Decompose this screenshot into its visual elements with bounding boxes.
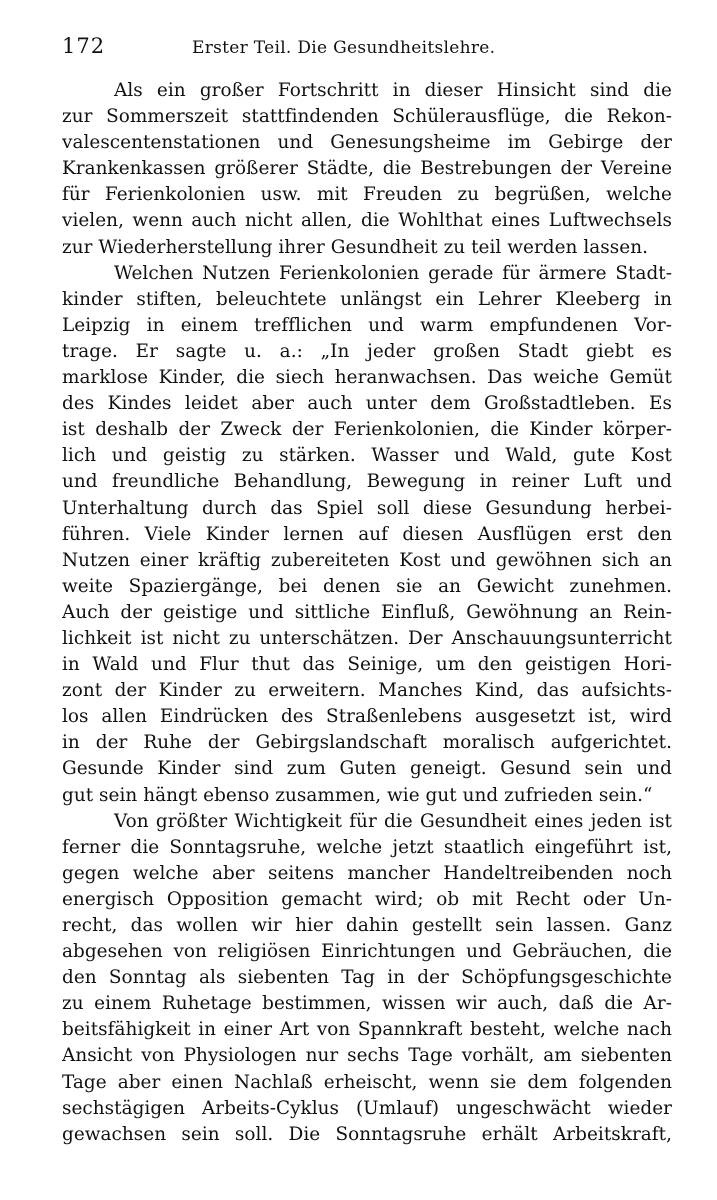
text-line: zont der Kinder zu erweitern. Manches Kind, das aufsichts- (62, 680, 672, 702)
text-line: ferner die Sonntagsruhe, welche jetzt staatlich eingeführt ist, (62, 836, 672, 858)
text-line: in der Ruhe der Gebirgslandschaft moralisch aufgerichtet. (62, 732, 672, 754)
text-line: energisch Opposition gemacht wird; ob mit Recht oder Un- (62, 888, 672, 910)
text-line: des Kindes leidet aber auch unter dem Großstadtleben. Es (62, 393, 672, 415)
text-line: lichkeit ist nicht zu unterschätzen. Der Anschauungsunterricht (62, 627, 672, 649)
text-line: beitsfähigkeit in einer Art von Spannkraft besteht, welche nach (62, 1019, 672, 1041)
text-line: Tage aber einen Nachlaß erheischt, wenn sie dem folgenden (62, 1071, 672, 1093)
text-line: in Wald und Flur thut das Seinige, um den geistigen Hori- (62, 654, 672, 676)
text-line: Welchen Nutzen Ferienkolonien gerade für ärmere Stadt- (114, 262, 672, 284)
text-line: gut sein hängt ebenso zusammen, wie gut und zufrieden sein.“ (62, 784, 653, 806)
text-line: zur Sommerszeit stattfindenden Schülerausflüge, die Rekon- (62, 106, 672, 128)
text-line: abgesehen von religiösen Einrichtungen und Gebräuchen, die (62, 941, 672, 963)
text-line: marklose Kinder, die siech heranwachsen. Das weiche Gemüt (62, 367, 672, 389)
text-line: Von größter Wichtigkeit für die Gesundheit eines jeden ist (114, 810, 672, 832)
text-line: Leipzig in einem trefflichen und warm empfundenen Vor- (62, 314, 672, 336)
text-line: Gesunde Kinder sind zum Guten geneigt. Gesund sein und (62, 758, 672, 780)
text-line: Auch der geistige und sittliche Einfluß, Gewöhnung an Rein- (62, 601, 672, 623)
text-line: lich und geistig zu stärken. Wasser und Wald, gute Kost (62, 445, 672, 467)
page-number: 172 (62, 34, 106, 58)
text-body (62, 78, 672, 1148)
text-line: gegen welche aber seitens mancher Handeltreibenden noch (62, 862, 672, 884)
text-line: kinder stiften, beleuchtete unlängst ein Lehrer Kleeberg in (62, 288, 672, 310)
text-line: Unterhaltung durch das Spiel soll diese Gesundung herbei- (62, 497, 672, 519)
text-line: weite Spaziergänge, bei denen sie an Gewicht zunehmen. (62, 575, 672, 597)
text-line: führen. Viele Kinder lernen auf diesen Ausflügen erst den (62, 523, 672, 545)
text-line: Ansicht von Physiologen nur sechs Tage vorhält, am siebenten (62, 1045, 672, 1067)
text-line: los allen Eindrücken des Straßenlebens ausgesetzt ist, wird (62, 706, 672, 728)
text-line: sechstägigen Arbeits-Cyklus (Umlauf) ungeschwächt wieder (62, 1097, 672, 1119)
text-line: vielen, wenn auch nicht allen, die Wohlthat eines Luftwechsels (62, 210, 672, 232)
running-title: Erster Teil. Die Gesundheitslehre. (192, 38, 496, 58)
text-line: Als ein großer Fortschritt in dieser Hinsicht sind die (114, 80, 672, 101)
text-line: trage. Er sagte u. a.: „In jeder großen Stadt giebt es (62, 340, 672, 362)
text-line: recht, das wollen wir hier dahin gestellt sein lassen. Ganz (62, 915, 672, 936)
running-head (62, 34, 679, 78)
text-line: Nutzen einer kräftig zubereiteten Kost und gewöhnen sich an (62, 549, 672, 571)
text-line: zur Wiederherstellung ihrer Gesundheit zu teil werden lassen. (62, 236, 648, 258)
text-line: zu einem Ruhetage bestimmen, wissen wir auch, daß die Ar- (62, 993, 672, 1015)
text-line: ist deshalb der Zweck der Ferienkolonien, die Kinder körper- (62, 419, 672, 441)
text-line: gewachsen sein soll. Die Sonntagsruhe erhält Arbeitskraft, (62, 1123, 672, 1145)
text-line: den Sonntag als siebenten Tag in der Schöpfungsgeschichte (62, 967, 672, 989)
text-line: Krankenkassen größerer Städte, die Bestrebungen der Vereine (62, 158, 672, 180)
text-line: und freundliche Behandlung, Bewegung in reiner Luft und (62, 471, 672, 493)
text-line: für Ferienkolonien usw. mit Freuden zu begrüßen, welche (62, 184, 672, 206)
text-line: valescentenstationen und Genesungsheime im Gebirge der (62, 132, 672, 154)
